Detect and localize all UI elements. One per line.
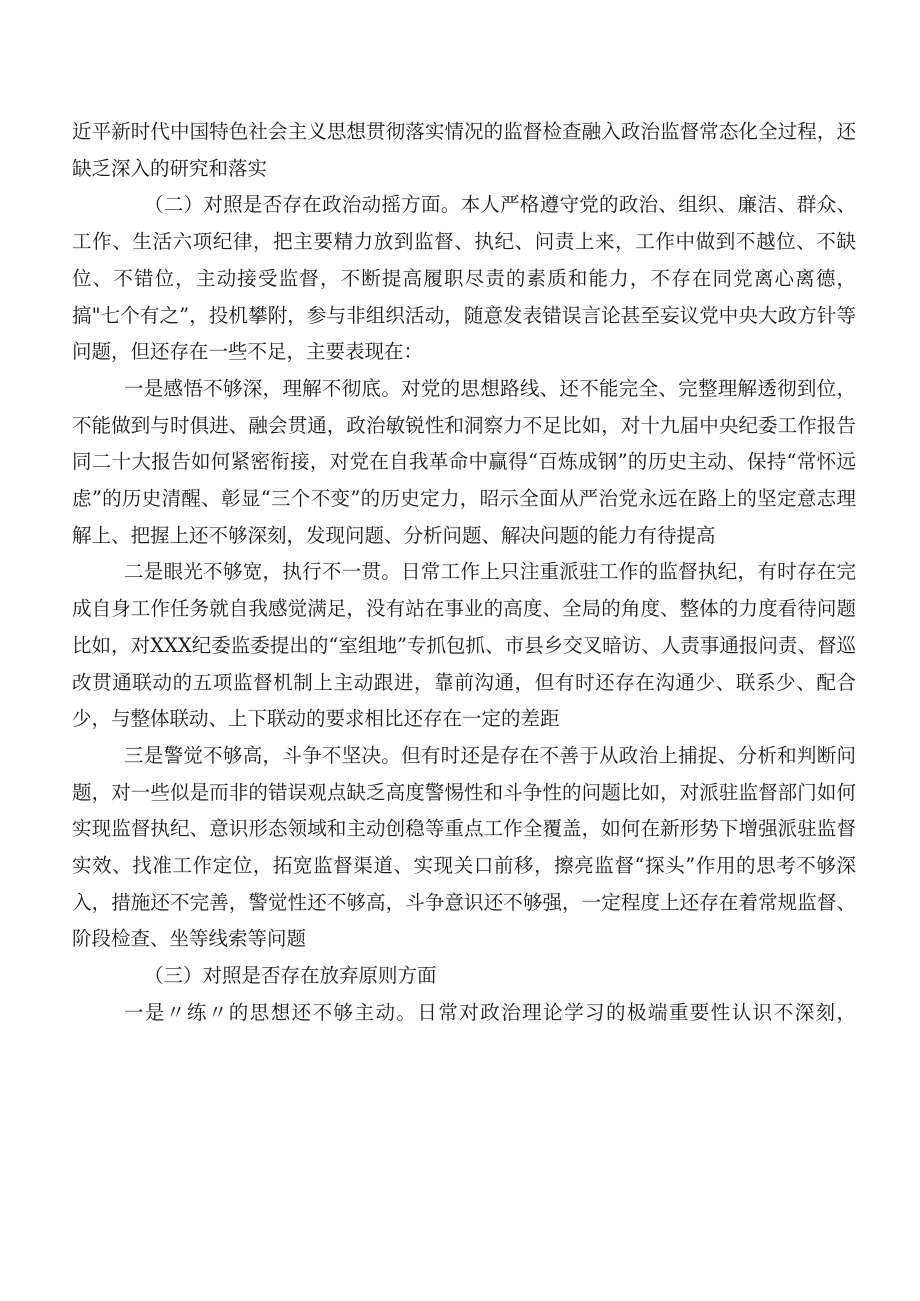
paragraph-point-1-section-3: 一是〃练〃的思想还不够主动。日常对政治理论学习的极端重要性认识不深刻， — [124, 1000, 856, 1024]
document-body — [72, 114, 856, 1032]
section-heading-3: （三）对照是否存在放弃原则方面 — [144, 964, 437, 988]
section-heading-2: （二）对照是否存在政治动摇方面。本人严格遵守党的政治、组织、廉洁、群众、工作、生活六项纪律，把主要精力放到监督、执纪、问责上来，工作中做到不越位、不缺位、不错位，主动接受监督，不断提高履职尽责的素质和能力，不存在同党离心离德，搞"七个有之”，投机攀附，参与非组织活动，随意发表错误言论甚至妄议党中央大政方针等问题，但还存在一些不足，主要表现在： — [72, 193, 856, 364]
paragraph-point-3: 三是警觉不够高，斗争不坚决。但有时还是存在不善于从政治上捕捉、分析和判断问题，对一些似是而非的错误观点缺乏高度警惕性和斗争性的问题比如，对派驻监督部门如何实现监督执纪、意识形态领域和主动创稳等重点工作全覆盖，如何在新形势下增强派驻监督实效、找准工作定位，拓宽监督渠道、实现关口前移，擦亮监督“探头”作用的思考不够深入，措施还不完善，警觉性还不够高，斗争意识还不够强，一定程度上还存在着常规监督、阶段检查、坐等线索等问题 — [72, 743, 856, 951]
paragraph-continuation: 近平新时代中国特色社会主义思想贯彻落实情况的监督检查融入政治监督常态化全过程，还缺乏深入的研究和落实 — [72, 120, 856, 180]
paragraph-point-2: 二是眼光不够宽，执行不一贯。日常工作上只注重派驻工作的监督执纪，有时存在完成自身工作任务就自我感觉满足，没有站在事业的高度、全局的角度、整体的力度看待问题比如，对XXX纪委监委提出的“室组地”专抓包抓、市县乡交叉暗访、人责事通报问责、督巡改贯通联动的五项监督机制上主动跟进，靠前沟通，但有时还存在沟通少、联系少、配合少，与整体联动、上下联动的要求相比还存在一定的差距 — [72, 560, 856, 731]
paragraph-point-1: 一是感悟不够深，理解不彻底。对党的思想路线、还不能完全、完整理解透彻到位，不能做到与时俱进、融会贯通，政治敏锐性和洞察力不足比如，对十九届中央纪委工作报告同二十大报告如何紧密衔接，对党在自我革命中赢得“百炼成钢”的历史主动、保持“常怀远虑”的历史清醒、彰显“三个不变”的历史定力，昭示全面从严治党永远在路上的坚定意志理解上、把握上还不够深刻，发现问题、分析问题、解决问题的能力有待提高 — [72, 376, 856, 547]
